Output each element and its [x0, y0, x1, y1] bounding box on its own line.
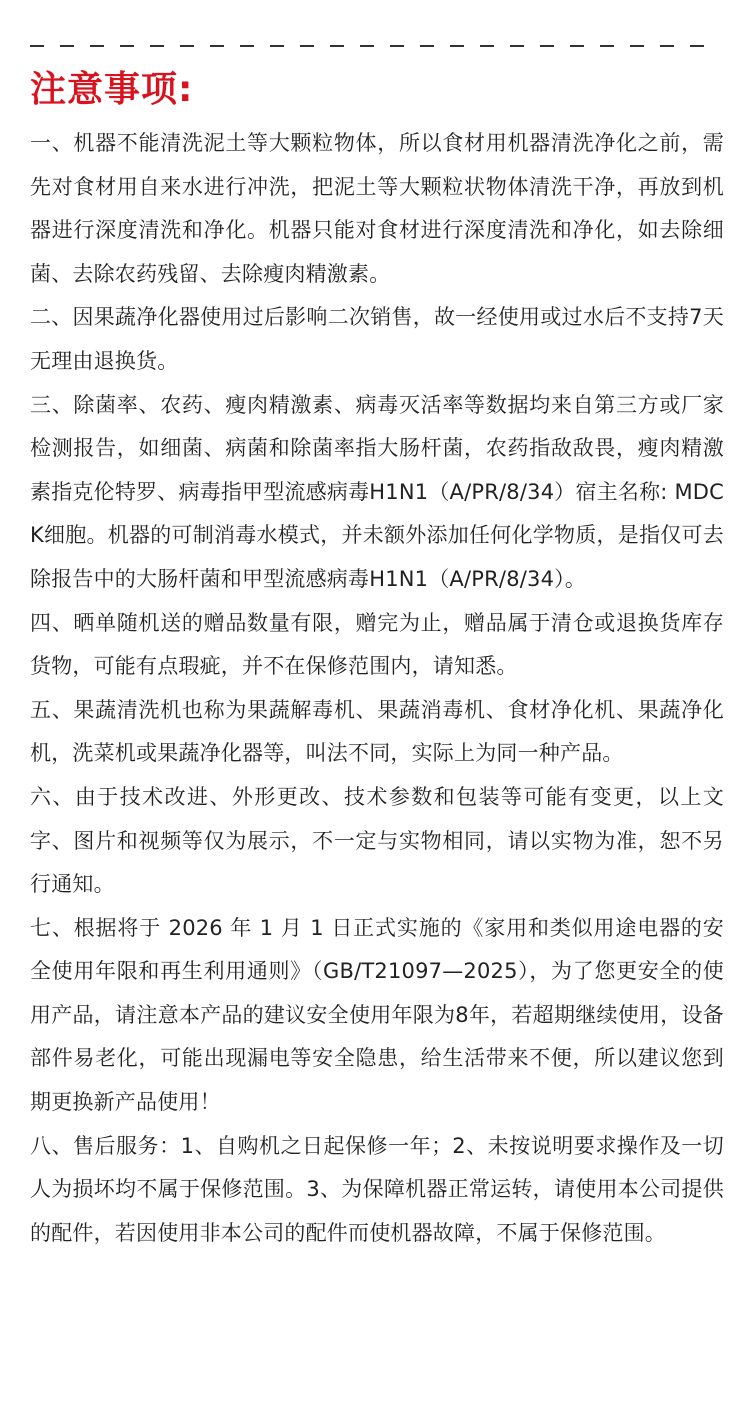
notice-title: 注意事项:: [30, 69, 194, 110]
notice-item-8: 八、售后服务：1、自购机之日起保修一年；2、未按说明要求操作及一切人为损坏均不属于保修范围。3、为保障机器正常运转，请使用本公司提供的配件，若因使用非本公司的配件而使机器故障，不属于保修范围。: [30, 1133, 724, 1245]
notice-item-4: 四、晒单随机送的赠品数量有限，赠完为止，赠品属于清仓或退换货库存货物，可能有点瑕疵，并不在保修范围内，请知悉。: [30, 610, 724, 679]
notice-item-2: 二、因果蔬净化器使用过后影响二次销售，故一经使用或过水后不支持7天无理由退换货。: [30, 305, 724, 373]
notice-item-1: 一、机器不能清洗泥土等大颗粒物体，所以食材用机器清洗净化之前，需先对食材用自来水进行冲洗，把泥土等大颗粒状物体清洗干净，再放到机器进行深度清洗和净化。机器只能对食材进行深度清洗和净化，如去除细菌、去除农药残留、去除瘦肉精激素。: [30, 131, 724, 286]
notice-item-3: 三、除菌率、农药、瘦肉精激素、病毒灭活率等数据均来自第三方或厂家检测报告，如细菌、病菌和除菌率指大肠杆菌，农药指敌敌畏，瘦肉精激素指克伦特罗、病毒指甲型流感病毒H1N1（A/PR/8/34）宿主名称: MDCK细胞。机器的可制消毒水模式，并未额外添加任何化学物质，是指仅可去除报告中的大肠杆菌和甲型流感病毒H1N1（A/PR/8/34）。: [30, 392, 724, 591]
dashed-divider: [30, 45, 720, 47]
notice-item-5: 五、果蔬清洗机也称为果蔬解毒机、果蔬消毒机、食材净化机、果蔬净化机，洗菜机或果蔬净化器等，叫法不同，实际上为同一种产品。: [30, 697, 724, 766]
notice-list: [30, 122, 724, 1255]
notice-item-6: 六、由于技术改进、外形更改、技术参数和包装等可能有变更，以上文字、图片和视频等仅为展示，不一定与实物相同，请以实物为准，恕不另行通知。: [30, 784, 724, 897]
notice-item-7: 七、根据将于 2026 年 1 月 1 日正式实施的《家用和类似用途电器的安全使用年限和再生利用通则》（GB/T21097—2025），为了您更安全的使用产品，请注意本产品的建议安全使用年限为8年，若超期继续使用，设备部件易老化，可能出现漏电等安全隐患，给生活带来不便，所以建议您到期更换新产品使用！: [30, 915, 724, 1115]
